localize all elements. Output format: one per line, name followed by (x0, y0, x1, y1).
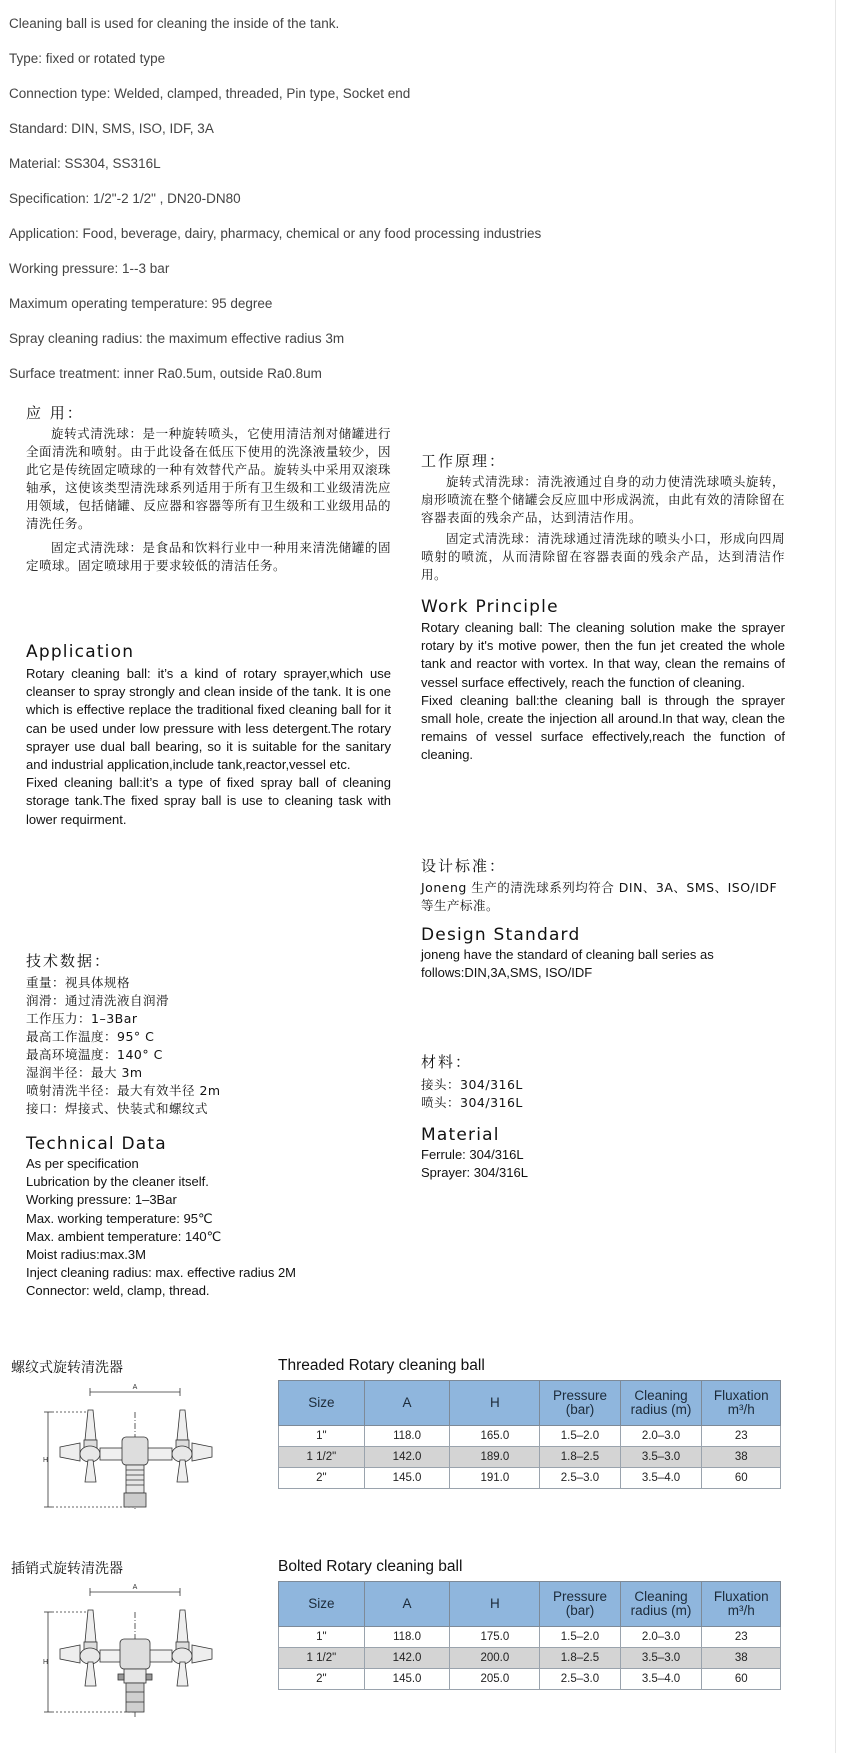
table-cell: 2.5–3.0 (540, 1669, 620, 1690)
tech-cn-line: 湿润半径：最大 3m (26, 1065, 143, 1080)
table-header-cell: Cleaning radius (m) (620, 1582, 702, 1627)
tech-cn-title: 技术数据： (26, 952, 112, 970)
threaded-cleaning-ball-drawing (40, 1382, 215, 1517)
spec-item: Surface treatment: inner Ra0.5um, outside Ra0.8um (9, 366, 322, 381)
table-cell: 175.0 (450, 1627, 540, 1648)
table-cell: 38 (702, 1447, 781, 1468)
table-cell: 191.0 (450, 1468, 540, 1489)
page-edge-divider (835, 0, 836, 1753)
table-cell: 205.0 (450, 1669, 540, 1690)
table-cell: 145.0 (364, 1468, 450, 1489)
dimension-a-label: A (132, 1584, 138, 1591)
principle-cn-para: 固定式清洗球：清洗球通过清洗球的喷头小口，形成向四周喷射的喷流，从而清除留在容器表面的残余产品，达到清洁作用。 (421, 531, 785, 582)
design-en-title: Design Standard (421, 925, 581, 945)
material-en-section (421, 1125, 785, 1182)
table-cell: 38 (702, 1648, 781, 1669)
table-cell: 3.5–3.0 (620, 1648, 702, 1669)
spec-item: Cleaning ball is used for cleaning the inside of the tank. (9, 16, 340, 31)
tech-en-line: Moist radius:max.3M (26, 1247, 146, 1263)
design-cn-text: Joneng 生产的清洗球系列均符合 DIN、3A、SMS、ISO/IDF 等生产标准。 (421, 880, 778, 913)
spec-item: Specification: 1/2"-2 1/2" , DN20-DN80 (9, 191, 241, 206)
table-header-cell: Fluxation m³/h (702, 1582, 781, 1627)
table-row (279, 1447, 781, 1468)
table-cell: 23 (702, 1627, 781, 1648)
principle-cn-title: 工作原理： (421, 452, 507, 470)
table-header-cell: H (450, 1582, 540, 1627)
table-cell: 145.0 (364, 1669, 450, 1690)
spec-item: Application: Food, beverage, dairy, pharmacy, chemical or any food processing industries (9, 226, 542, 241)
application-en-section (26, 642, 391, 829)
table-header-cell: Size (279, 1381, 365, 1426)
table-cell: 1" (279, 1627, 365, 1648)
table-cell: 1.5–2.0 (540, 1627, 620, 1648)
table-header-cell: Fluxation m³/h (702, 1381, 781, 1426)
bolted-spec-table (278, 1581, 781, 1690)
spec-item: Maximum operating temperature: 95 degree (9, 296, 273, 311)
table-row (279, 1669, 781, 1690)
tech-cn-line: 工作压力：1–3Bar (26, 1011, 138, 1026)
table-cell: 1.5–2.0 (540, 1426, 620, 1447)
principle-en-para: Fixed cleaning ball:the cleaning ball is through the sprayer small hole, create the injection all around.In that way, clean the remains of vessel surface effectively,reach the function of cleaning. (421, 692, 785, 763)
table-header-cell: Cleaning radius (m) (620, 1381, 702, 1426)
product-cn-title: 螺纹式旋转清洗器 (11, 1360, 123, 1376)
tech-en-title: Technical Data (26, 1134, 167, 1154)
tech-cn-line: 喷射清洗半径：最大有效半径 2m (26, 1083, 221, 1098)
application-cn-para: 固定式清洗球：是食品和饮料行业中一种用来清洗储罐的固定喷球。固定喷球用于要求较低的清洁任务。 (26, 540, 391, 573)
tech-en-line: Max. ambient temperature: 140℃ (26, 1228, 222, 1244)
table-header-cell: Size (279, 1582, 365, 1627)
table-cell: 200.0 (450, 1648, 540, 1669)
principle-cn-para: 旋转式清洗球：清洗液通过自身的动力使清洗球喷头旋转，扇形喷流在整个储罐会反应皿中形成涡流，由此有效的清除留在容器表面的残余产品，达到清洁作用。 (421, 474, 786, 525)
application-cn-title: 应 用： (26, 404, 84, 422)
design-cn-title: 设计标准： (421, 857, 507, 875)
table-cell: 3.5–3.0 (620, 1447, 702, 1468)
table-header-cell: H (450, 1381, 540, 1426)
table-cell: 23 (702, 1426, 781, 1447)
application-en-para: Fixed cleaning ball:it’s a type of fixed spray ball of cleaning storage tank.The fixed spray ball is use to cleaning task with lower requirment. (26, 775, 391, 827)
material-cn-line: 接头：304/316L (421, 1077, 523, 1092)
table-cell: 60 (702, 1468, 781, 1489)
tech-cn-section (26, 950, 391, 1118)
spec-item: Standard: DIN, SMS, ISO, IDF, 3A (9, 121, 214, 136)
table-header-cell: Pressure (bar) (540, 1381, 620, 1426)
table-cell: 2.5–3.0 (540, 1468, 620, 1489)
tech-en-line: Inject cleaning radius: max. effective radius 2M (26, 1265, 297, 1281)
table-cell: 3.5–4.0 (620, 1468, 702, 1489)
application-en-para: Rotary cleaning ball: it’s a kind of rotary sprayer,which use cleanser to spray strongly and clean inside of the tank. It is one which is effective replace the traditional fixed cleaning ball for it can be used under low pressure with less detergent.The rotary sprayer use dual ball bearing, so it is suitable for the sanitary and industrial application,include tank,reactor,vessel etc. (26, 666, 391, 773)
table-cell: 118.0 (364, 1426, 450, 1447)
table-cell: 189.0 (450, 1447, 540, 1468)
table-cell: 142.0 (364, 1447, 450, 1468)
material-cn-line: 喷头：304/316L (421, 1095, 523, 1110)
table-cell: 2.0–3.0 (620, 1426, 702, 1447)
table-cell: 2" (279, 1468, 365, 1489)
material-cn-title: 材料： (421, 1053, 473, 1071)
material-en-line: Sprayer: 304/316L (421, 1165, 528, 1181)
table-cell: 1" (279, 1426, 365, 1447)
table-row (279, 1426, 781, 1447)
application-cn-para: 旋转式清洗球：是一种旋转喷头，它使用清洁剂对储罐进行全面清洗和喷射。由于此设备在低压下使用的洗涤液量较少，因此它是传统固定喷球的一种有效替代产品。旋转头中采用双滚珠轴承，这使该类型清洗球系列适用于所有卫生级和工业级清洗应用领域，包括储罐、反应器和容器等所有卫生级和工业级用品的清洗任务。 (26, 426, 391, 531)
principle-en-title: Work Principle (421, 597, 559, 617)
tech-cn-line: 最高环境温度：140° C (26, 1047, 163, 1062)
tech-cn-line: 重量：视具体规格 (26, 975, 131, 990)
design-en-text: joneng have the standard of cleaning ball series as follows:DIN,3A,SMS, ISO/IDF (421, 947, 714, 981)
table-header-row (279, 1381, 781, 1426)
table-cell: 60 (702, 1669, 781, 1690)
product-cn-title: 插销式旋转清洗器 (11, 1561, 123, 1577)
principle-en-para: Rotary cleaning ball: The cleaning solution make the sprayer rotary by it's motive power, then the fun jet created the whole tank and reactor with vortex. In that way, clean the remains of vessel surface effectively, reach the function of cleaning. (421, 620, 785, 690)
dimension-h-label: H (43, 1659, 49, 1666)
table-header-row (279, 1582, 781, 1627)
design-en-section (421, 925, 761, 982)
table-cell: 165.0 (450, 1426, 540, 1447)
table-header-cell: Pressure (bar) (540, 1582, 620, 1627)
threaded-spec-table (278, 1380, 781, 1489)
tech-en-line: Connector: weld, clamp, thread. (26, 1283, 210, 1299)
table-row (279, 1468, 781, 1489)
table-row (279, 1627, 781, 1648)
table-cell: 1 1/2" (279, 1447, 365, 1468)
product-en-title: Bolted Rotary cleaning ball (278, 1558, 463, 1575)
principle-en-section (421, 597, 785, 765)
tech-en-line: As per specification (26, 1156, 139, 1171)
tech-en-section (26, 1134, 391, 1301)
application-cn-section (26, 402, 391, 575)
table-cell: 1.8–2.5 (540, 1447, 620, 1468)
dimension-a-label: A (132, 1384, 138, 1391)
material-en-line: Ferrule: 304/316L (421, 1147, 524, 1162)
table-cell: 142.0 (364, 1648, 450, 1669)
material-en-title: Material (421, 1125, 500, 1145)
spec-item: Material: SS304, SS316L (9, 156, 161, 171)
tech-cn-line: 最高工作温度：95° C (26, 1029, 155, 1044)
spec-item: Connection type: Welded, clamped, threaded, Pin type, Socket end (9, 86, 411, 101)
tech-en-line: Lubrication by the cleaner itself. (26, 1174, 209, 1190)
material-cn-section (421, 1051, 785, 1112)
application-en-title: Application (26, 642, 135, 662)
tech-cn-line: 接口：焊接式、快装式和螺纹式 (26, 1101, 209, 1116)
table-cell: 2.0–3.0 (620, 1627, 702, 1648)
table-header-cell: A (364, 1582, 450, 1627)
spec-item: Type: fixed or rotated type (9, 51, 166, 66)
bolted-cleaning-ball-drawing (40, 1582, 215, 1722)
design-cn-section (421, 855, 785, 915)
tech-cn-line: 润滑：通过清洗液自润滑 (26, 993, 170, 1008)
table-cell: 2" (279, 1669, 365, 1690)
table-header-cell: A (364, 1381, 450, 1426)
principle-cn-section (421, 450, 785, 584)
product-en-title: Threaded Rotary cleaning ball (278, 1357, 485, 1374)
spec-item: Working pressure: 1--3 bar (9, 261, 170, 276)
tech-en-line: Max. working temperature: 95℃ (26, 1210, 213, 1226)
dimension-h-label: H (43, 1457, 49, 1464)
table-row (279, 1648, 781, 1669)
spec-item: Spray cleaning radius: the maximum effective radius 3m (9, 331, 345, 346)
table-cell: 1 1/2" (279, 1648, 365, 1669)
table-cell: 1.8–2.5 (540, 1648, 620, 1669)
table-cell: 118.0 (364, 1627, 450, 1648)
table-cell: 3.5–4.0 (620, 1669, 702, 1690)
tech-en-line: Working pressure: 1–3Bar (26, 1192, 177, 1208)
